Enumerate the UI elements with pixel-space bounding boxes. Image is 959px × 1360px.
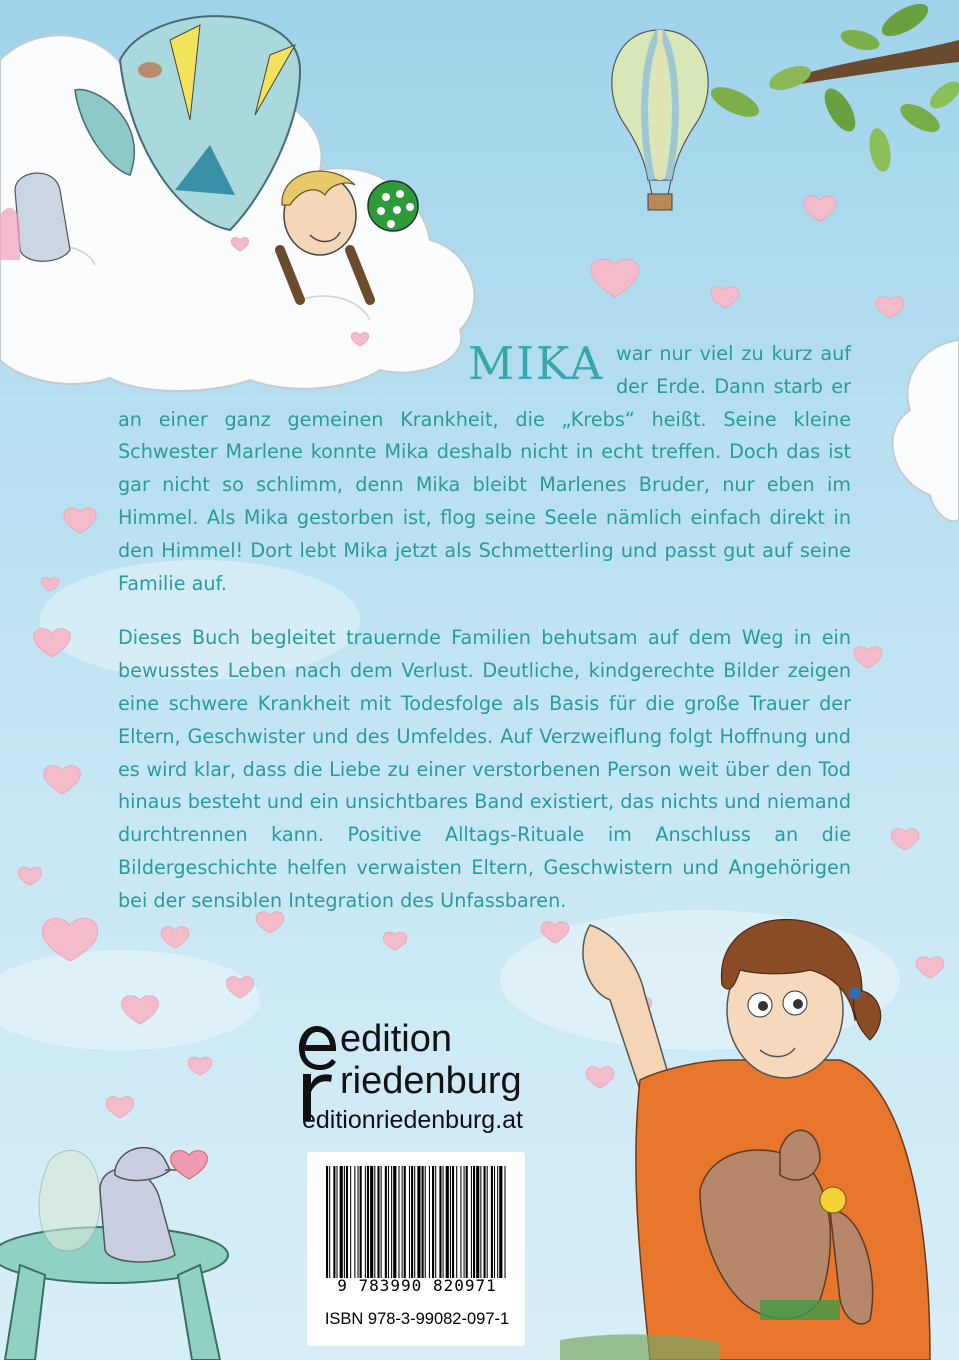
barcode-bar (402, 1166, 403, 1278)
barcode (324, 1166, 508, 1278)
barcode-bar (404, 1166, 406, 1278)
barcode-bar (450, 1166, 451, 1278)
barcode-bar (422, 1166, 424, 1278)
barcode-bar (464, 1166, 465, 1278)
barcode-bar (480, 1166, 481, 1278)
barcode-bar (370, 1166, 373, 1278)
barcode-bar (499, 1166, 502, 1278)
barcode-bar (411, 1166, 413, 1278)
intro-paragraph (118, 338, 851, 600)
barcode-bar (473, 1166, 475, 1278)
barcode-bar (385, 1166, 387, 1278)
barcode-bar (494, 1166, 495, 1278)
barcode-bar (417, 1166, 420, 1278)
barcode-bar (398, 1166, 399, 1278)
barcode-bar (484, 1166, 486, 1278)
barcode-bar (344, 1166, 345, 1278)
barcode-bar (358, 1166, 359, 1278)
cloud-top-left (0, 16, 474, 391)
barcode-bar (354, 1166, 355, 1278)
barcode-bar (487, 1166, 488, 1278)
tree-branch (707, 0, 959, 173)
barcode-bar (360, 1166, 362, 1278)
barcode-bar (466, 1166, 468, 1278)
barcode-bar (381, 1166, 382, 1278)
barcode-bar (497, 1166, 498, 1278)
hot-air-balloon (612, 30, 708, 210)
stool-with-rhino (0, 1148, 228, 1360)
barcode-bar (350, 1166, 351, 1278)
barcode-bar (391, 1166, 392, 1278)
barcode-bar (377, 1166, 379, 1278)
barcode-digits: 9 783990 820971 (337, 1276, 497, 1295)
barcode-bar (476, 1166, 479, 1278)
barcode-bar (429, 1166, 430, 1278)
barcode-bar (471, 1166, 472, 1278)
intro-text: war nur viel zu kurz auf der Erde. Dann starb er an einer ganz gemeinen Krankheit, die „Krebs“ heißt. Seine kleine Schwester Marlene konnte Mika deshalb nicht in echt treffen. Doch das ist gar nicht so schlimm, denn Mika bleibt Marlenes Bruder, nur eben im Himmel. Als Mika gestorben ist, flog seine Seele nämlich einfach direkt in den Himmel! Dort lebt Mika jetzt als Schmetterling und passt gut auf seine Familie auf. (118, 342, 851, 595)
barcode-bar (333, 1166, 335, 1278)
description-paragraph: Dieses Buch begleitet trauernde Familien behutsam auf dem Weg in ein bewusstes Leben nach dem Verlust. Deutliche, kindgerechte Bilder zeigen eine schwere Krankheit mit Todesfolge als Basis für die große Trauer der Eltern, Geschwister und des Umfeldes. Auf Verzweiflung folgt Hoffnung und es wird klar, dass die Liebe zu einer verstorbenen Person weit über den Tod hinaus besteht und ein unsichtbares Band existiert, das nichts und niemand durchtrennen kann. Positive Alltags-Rituale im Anschluss an die Bildergeschichte helfen verwaisten Eltern, Geschwistern und Angehörigen bei der sensiblen Integration des Unfassbaren. (118, 626, 851, 912)
publisher-url[interactable]: editionriedenburg.at (302, 1106, 523, 1134)
barcode-bar (425, 1166, 426, 1278)
barcode-bar (329, 1166, 330, 1278)
barcode-bar (505, 1166, 506, 1278)
barcode-bar (435, 1166, 436, 1278)
barcode-bar (446, 1166, 449, 1278)
publisher-name-line1: edition (340, 1018, 452, 1060)
barcode-bar (393, 1166, 396, 1278)
barcode-bar (367, 1166, 369, 1278)
barcode-bar (340, 1166, 343, 1278)
publisher-name-line2: riedenburg (340, 1060, 522, 1102)
barcode-bar (439, 1166, 441, 1278)
barcode-bar (409, 1166, 410, 1278)
blurb-text-block (118, 338, 851, 918)
isbn-barcode-box (307, 1152, 525, 1346)
barcode-bar (388, 1166, 389, 1278)
barcode-bar (452, 1166, 454, 1278)
barcode-bar (337, 1166, 338, 1278)
isbn-number: ISBN 978-3-99082-097-1 (324, 1310, 510, 1328)
barcode-bar (346, 1166, 348, 1278)
barcode-bar (443, 1166, 444, 1278)
barcode-bar (374, 1166, 375, 1278)
barcode-bar (491, 1166, 493, 1278)
barcode-bar (456, 1166, 457, 1278)
publisher-logo (290, 1018, 552, 1134)
barcode-bar (414, 1166, 415, 1278)
barcode-bar (432, 1166, 434, 1278)
barcode-bar (460, 1166, 461, 1278)
barcode-bar (326, 1166, 328, 1278)
mika-title: MIKA (468, 337, 605, 390)
cloud-right (893, 340, 959, 521)
barcode-bar (365, 1166, 366, 1278)
